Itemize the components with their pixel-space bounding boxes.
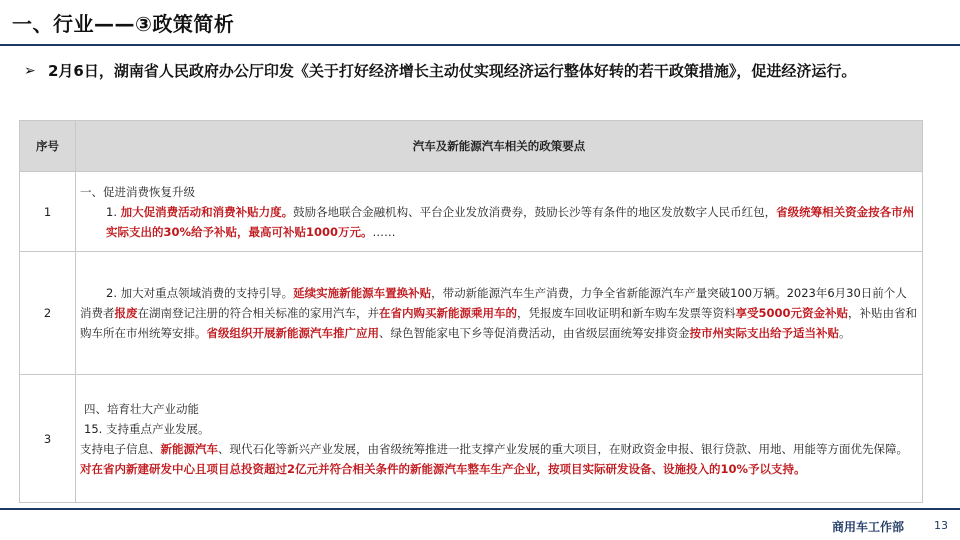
policy-text: 1. (106, 204, 121, 219)
table-row (20, 252, 923, 375)
policy-text: 鼓励各地联合金融机构、平台企业发放消费券，鼓励长沙等有条件的地区发放数字人民币红包， (293, 204, 777, 219)
highlighted-text: 省级组织开展新能源汽车推广应用 (206, 326, 379, 340)
policy-text: 支持电子信息、 (80, 441, 161, 456)
policy-text: ，带动新能源汽车生产消费，力争全省新能源汽车产量突破100万辆。2023年6月30日前个人消费者 (80, 286, 907, 320)
row-content (76, 252, 923, 375)
policy-text: 、绿色智能家电下乡等促消费活动，由省级层面统筹安排资金 (379, 326, 690, 340)
item-heading: 15. 支持重点产业发展。 (84, 421, 210, 436)
section-heading: 四、培育壮大产业动能 (84, 401, 199, 416)
section-heading: 一、促进消费恢复升级 (80, 184, 195, 199)
column-header-number: 序号 (20, 121, 76, 172)
highlighted-text: 报废 (114, 306, 138, 320)
policy-text: ，补贴由省和购车所在市州统筹安排。 (80, 306, 918, 340)
policy-text: …… (372, 224, 396, 239)
highlighted-text: 享受5000元资金补贴 (735, 306, 849, 320)
highlighted-text: 新能源汽车 (160, 441, 218, 456)
policy-paragraph (80, 202, 918, 242)
table-row (20, 375, 923, 503)
policy-table (19, 120, 923, 503)
policy-text: ，凭报废车回收证明和新车购车发票等资料 (517, 306, 736, 320)
highlighted-text: 按市州实际支出给予适当补贴 (689, 326, 839, 340)
policy-text: 2. 加大对重点领域消费的支持引导。 (106, 286, 294, 300)
page-number: 13 (934, 519, 948, 532)
row-content (76, 172, 923, 252)
highlighted-text: 加大促消费活动和消费补贴力度。 (120, 204, 294, 219)
policy-paragraph (80, 283, 918, 343)
policy-text: 在湖南登记注册的符合相关标准的家用汽车，并 (137, 306, 379, 320)
highlighted-text: 对在省内新建研发中心且项目总投资超过2亿元并符合相关条件的新能源汽车整车生产企业，按项目实际研发设备、设施投入的10%予以支持。 (80, 461, 806, 476)
table-header-row (20, 121, 923, 172)
row-content (76, 375, 923, 503)
title-divider (0, 44, 960, 46)
row-number: 1 (20, 172, 76, 252)
row-number: 2 (20, 252, 76, 375)
policy-text: 、现代石化等新兴产业发展，由省级统筹推进一批支撑产业发展的重大项目，在财政资金申报、银行贷款、用地、用能等方面优先保障。 (218, 441, 908, 456)
column-header-policy: 汽车及新能源汽车相关的政策要点 (76, 121, 923, 172)
lead-paragraph (24, 58, 924, 84)
page-title: 一、行业——③政策简析 (12, 12, 235, 36)
footer-divider (0, 508, 960, 510)
department-label: 商用车工作部 (831, 520, 904, 534)
policy-paragraph (80, 439, 918, 479)
highlighted-text: 省级统筹相关资金按各市州实际支出的30%给予补贴，最高可补贴1000万元。 (106, 204, 915, 239)
lead-text: 2月6日，湖南省人民政府办公厅印发《关于打好经济增长主动仗实现经济运行整体好转的若干政策措施》，促进经济运行。 (48, 62, 857, 80)
highlighted-text: 延续实施新能源车置换补贴 (293, 286, 432, 300)
table-row (20, 172, 923, 252)
policy-text: 。 (839, 326, 851, 340)
highlighted-text: 在省内购买新能源乘用车的 (379, 306, 517, 320)
row-number: 3 (20, 375, 76, 503)
arrow-bullet-icon: ➢ (24, 63, 36, 79)
